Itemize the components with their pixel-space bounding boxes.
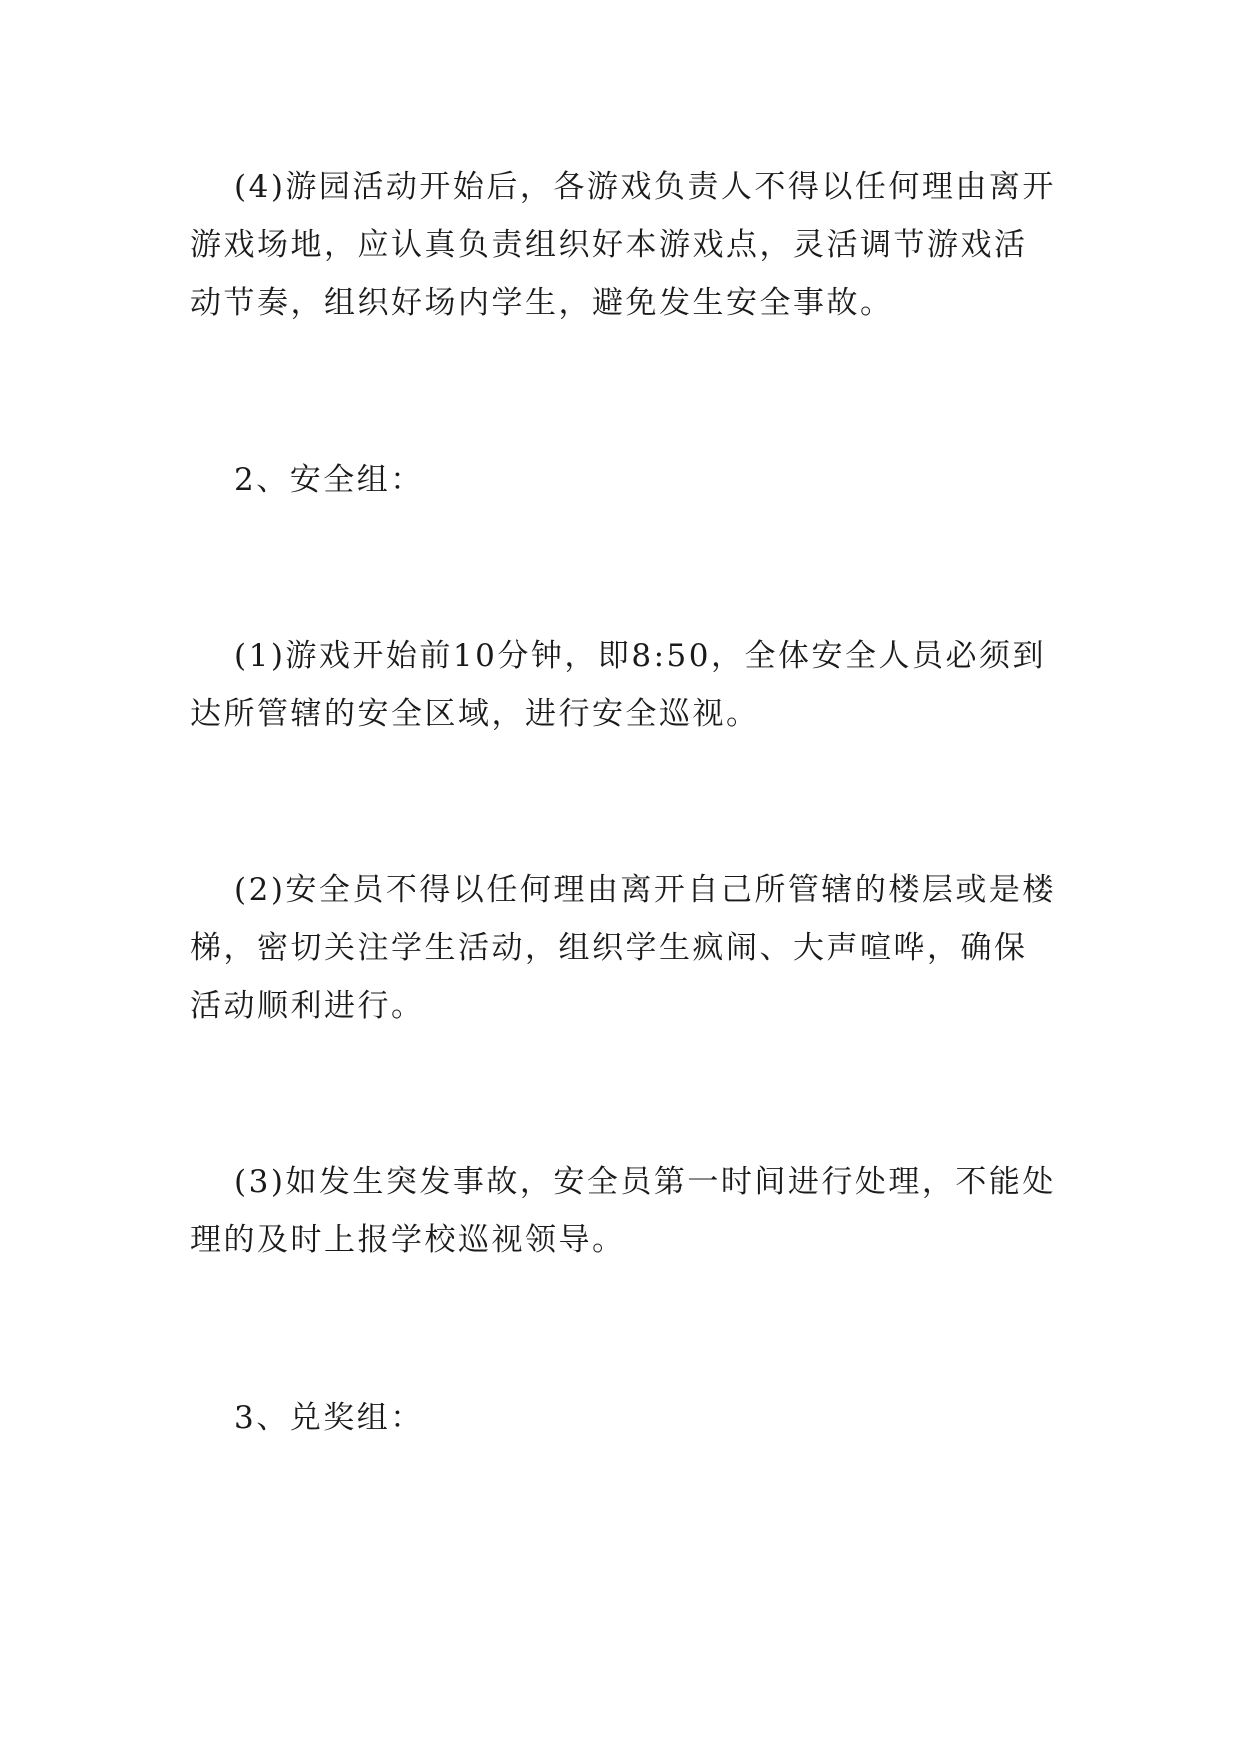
paragraph-safety-item-1: (1)游戏开始前10分钟，即8:50，全体安全人员必须到达所管辖的安全区域，进行安全巡视。 <box>190 638 1046 732</box>
paragraph-safety-item-3: (3)如发生突发事故，安全员第一时间进行处理，不能处理的及时上报学校巡视领导。 <box>190 1164 1056 1258</box>
paragraph-game-item-4: (4)游园活动开始后，各游戏负责人不得以任何理由离开游戏场地，应认真负责组织好本游戏点，灵活调节游戏活动节奏，组织好场内学生，避免发生安全事故。 <box>190 169 1056 321</box>
section-heading-prize-group: 3、兑奖组： <box>234 1400 424 1436</box>
paragraph-safety-item-2: (2)安全员不得以任何理由离开自己所管辖的楼层或是楼梯，密切关注学生活动，组织学生疯闹、大声喧哗，确保活动顺利进行。 <box>190 872 1056 1024</box>
section-heading-safety-group: 2、安全组： <box>234 462 424 498</box>
